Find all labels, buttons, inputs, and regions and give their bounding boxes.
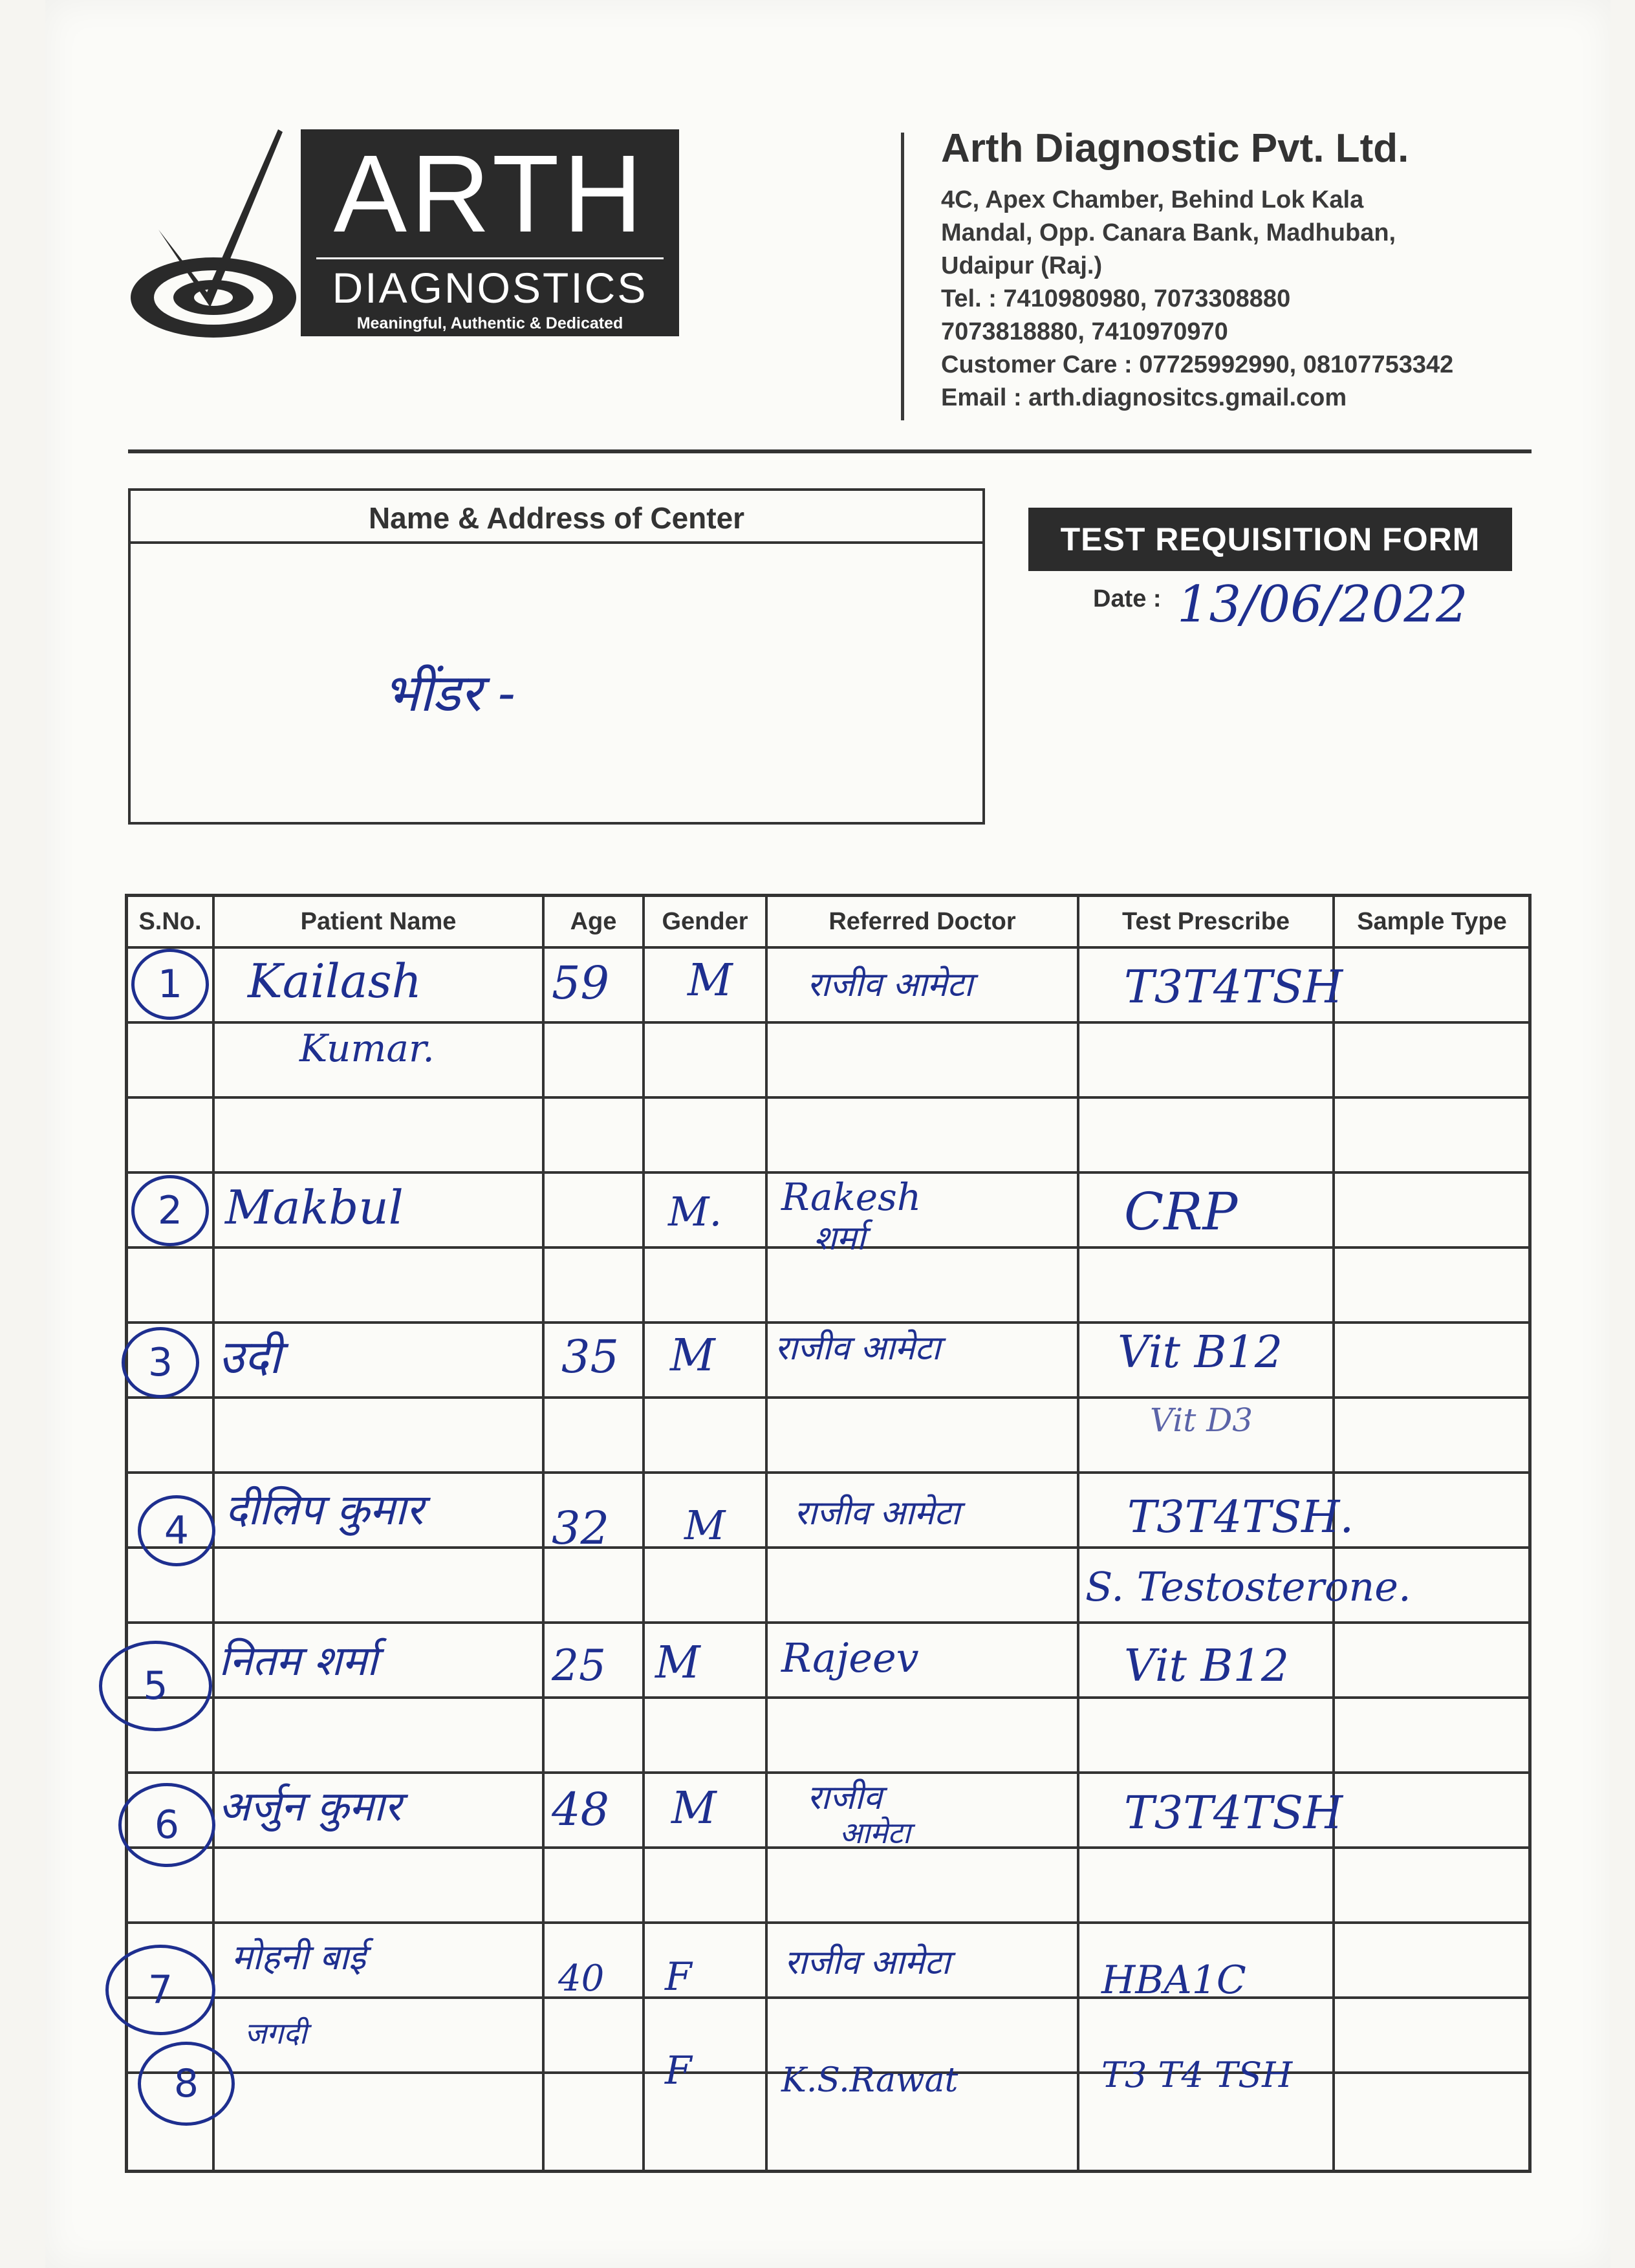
header-sno: S.No. [138, 908, 202, 935]
patient-age[interactable]: 35 [561, 1330, 620, 1383]
date-value[interactable]: 13/06/2022 [1177, 576, 1468, 634]
patient-age[interactable]: 59 [552, 956, 610, 1010]
referred-doctor[interactable]: Rajeev [781, 1634, 919, 1681]
serial-number: 6 [118, 1783, 215, 1867]
serial-number: 2 [131, 1175, 209, 1246]
header-test-prescribe: Test Prescribe [1121, 908, 1290, 935]
referred-doctor[interactable]: Rakesh [781, 1175, 922, 1219]
referred-doctor-cont[interactable]: आमेटा [839, 1815, 911, 1850]
test-prescribe[interactable]: T3T4TSH [1124, 1786, 1343, 1839]
test-prescribe[interactable]: Vit B12 [1118, 1327, 1283, 1378]
address-line: Udaipur (Raj.) [941, 252, 1103, 279]
header-rule [128, 449, 1532, 453]
row-divider [128, 1921, 1528, 1924]
patient-name[interactable]: मोहनी बाई [232, 1937, 366, 1978]
patient-gender[interactable]: M [684, 1502, 726, 1549]
test-prescribe[interactable]: T3T4TSH [1124, 960, 1343, 1013]
header-age: Age [570, 908, 617, 935]
logo-subtitle: DIAGNOSTICS [332, 264, 648, 312]
referred-doctor[interactable]: राजीव आमेटा [775, 1329, 941, 1368]
logo-badge [301, 129, 679, 336]
header-patient-name: Patient Name [300, 908, 457, 935]
email-line: Email : arth.diagnositcs.gmail.com [941, 384, 1347, 411]
test-prescribe[interactable]: T3 T4 TSH [1101, 2055, 1293, 2095]
row-divider [128, 1471, 1528, 1474]
referred-doctor[interactable]: राजीव आमेटा [785, 1943, 951, 1982]
form-title: TEST REQUISITION FORM [1028, 508, 1512, 571]
target-check-icon [126, 123, 307, 343]
arth-logo [126, 123, 682, 343]
serial-number: 5 [99, 1641, 212, 1731]
test-prescribe[interactable]: CRP [1124, 1182, 1238, 1242]
patient-gender[interactable]: M [688, 955, 733, 1006]
center-address-box [128, 488, 985, 825]
column-divider [642, 897, 645, 2170]
column-divider [765, 897, 768, 2170]
phone-line: 7073818880, 7410970970 [941, 318, 1228, 345]
patient-name[interactable]: अर्जुन कुमार [219, 1783, 402, 1831]
test-prescribe-cont[interactable]: Vit D3 [1150, 1401, 1253, 1439]
test-prescribe[interactable]: HBA1C [1101, 1958, 1246, 2003]
referred-doctor[interactable]: राजीव आमेटा [807, 966, 973, 1004]
column-divider [542, 897, 545, 2170]
center-heading: Name & Address of Center [131, 491, 982, 544]
phone-line: Tel. : 7410980980, 7073308880 [941, 285, 1291, 312]
column-divider [1077, 897, 1079, 2170]
patient-name[interactable]: नितम शर्मा [219, 1637, 378, 1685]
logo-tagline: Meaningful, Authentic & Dedicated [356, 314, 623, 332]
row-divider [128, 1846, 1528, 1849]
referred-doctor[interactable]: राजीव आमेटा [794, 1494, 960, 1533]
row-divider [128, 1621, 1528, 1624]
company-name: Arth Diagnostic Pvt. Ltd. [941, 126, 1409, 171]
customer-care-line: Customer Care : 07725992990, 08107753342 [941, 351, 1454, 378]
address-line: Mandal, Opp. Canara Bank, Madhuban, [941, 219, 1396, 246]
serial-number: 1 [131, 949, 209, 1020]
row-divider [128, 1396, 1528, 1399]
patient-age[interactable]: 40 [558, 1958, 605, 2000]
patient-name-cont[interactable]: Kumar. [299, 1026, 435, 1070]
test-prescribe[interactable]: Vit B12 [1124, 1641, 1290, 1692]
logo-brand: ARTH [333, 133, 647, 255]
logo-divider [316, 257, 664, 259]
address-line: 4C, Apex Chamber, Behind Lok Kala [941, 186, 1364, 213]
serial-number: 7 [105, 1945, 215, 2035]
patient-age[interactable]: 25 [552, 1641, 606, 1690]
patient-table [125, 894, 1532, 2173]
patient-name[interactable]: Makbul [225, 1180, 404, 1235]
patient-name[interactable]: Kailash [248, 954, 422, 1008]
center-value[interactable]: भींडर - [383, 663, 515, 723]
serial-number: 8 [138, 2042, 235, 2126]
patient-age[interactable]: 32 [552, 1502, 610, 1555]
test-prescribe-cont[interactable]: S. Testosterone. [1085, 1563, 1411, 1610]
patient-gender[interactable]: M [655, 1637, 700, 1689]
patient-name[interactable]: जगदी [244, 2016, 307, 2051]
header-gender: Gender [662, 908, 748, 935]
header-referred-doctor: Referred Doctor [828, 908, 1016, 935]
patient-name[interactable]: उदी [219, 1330, 281, 1384]
row-divider [128, 1096, 1528, 1099]
referred-doctor-cont[interactable]: शर्मा [814, 1219, 865, 1258]
referred-doctor[interactable]: राजीव [807, 1778, 882, 1817]
serial-number: 4 [138, 1495, 215, 1566]
header-sample-type: Sample Type [1357, 908, 1507, 935]
row-divider [128, 1546, 1528, 1549]
row-divider [128, 1696, 1528, 1699]
row-divider [128, 946, 1528, 949]
serial-number: 3 [122, 1327, 199, 1398]
header-divider [901, 133, 904, 420]
patient-gender[interactable]: F [665, 1954, 692, 2000]
patient-gender[interactable]: M [670, 1330, 715, 1381]
date-label: Date : [1093, 585, 1162, 612]
patient-gender[interactable]: M. [668, 1188, 722, 1235]
row-divider [128, 1021, 1528, 1024]
test-prescribe[interactable]: T3T4TSH. [1127, 1492, 1354, 1543]
patient-gender[interactable]: F [665, 2048, 692, 2093]
row-divider [128, 1996, 1528, 1999]
patient-age[interactable]: 48 [552, 1783, 610, 1836]
company-info [941, 123, 1588, 415]
referred-doctor[interactable]: K.S.Rawat [781, 2061, 958, 2100]
patient-gender[interactable]: M [671, 1783, 717, 1834]
row-divider [128, 1171, 1528, 1174]
patient-name[interactable]: दीलिप कुमार [225, 1485, 424, 1535]
